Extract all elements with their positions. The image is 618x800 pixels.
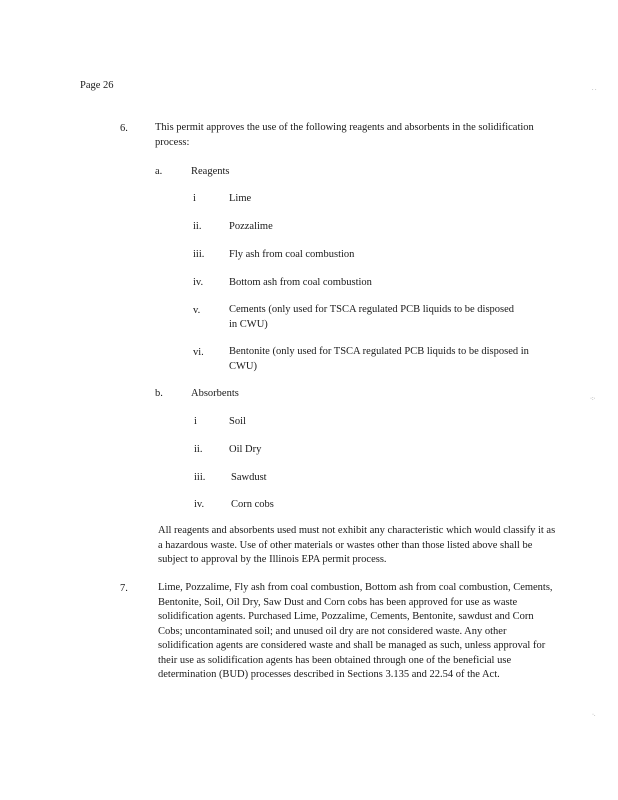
reagent-1-number: i	[193, 193, 196, 204]
reagent-4-text: Bottom ash from coal combustion	[229, 277, 372, 288]
absorbents-letter: b.	[155, 388, 163, 399]
reagent-5-number: v.	[193, 305, 201, 316]
absorbent-3-text: Sawdust	[231, 472, 267, 483]
reagent-6-number: vi.	[193, 347, 204, 358]
reagent-5-text: Cements (only used for TSCA regulated PCB liquids to be disposed in CWU)	[229, 304, 515, 330]
absorbents-heading: Absorbents	[191, 388, 239, 399]
item-6-closing-paragraph: All reagents and absorbents used must not exhibit any characteristic which would classify it as a hazardous waste. Use of other materials or wastes other than those listed above shall be subject to approval by the Illinois EPA permit process.	[158, 525, 556, 565]
reagent-3-number: iii.	[193, 249, 205, 260]
scan-artifact-bottom: ·.	[592, 712, 596, 718]
absorbent-2-number: ii.	[194, 444, 203, 455]
absorbent-1-text: Soil	[229, 416, 246, 427]
reagent-2-text: Pozzalime	[229, 221, 273, 232]
item-7-text: Lime, Pozzalime, Fly ash from coal combustion, Bottom ash from coal combustion, Cements, Bentonite, Soil, Oil Dry, Saw Dust and Corn cobs has been approved for use as waste solidification agents. Purchased Lime, Pozzalime, Cements, Bentonite, sawdust and Corn Cobs; uncontaminated soil; and unused oil dry are not considered waste. Any other solidification agents are considered waste and shall be managed as such, unless approval for their use as solidification agents has been obtained through one of the beneficial use determination (BUD) processes described in Sections 3.135 and 22.54 of the Act.	[158, 582, 553, 680]
absorbent-4-text: Corn cobs	[231, 499, 274, 510]
reagent-1-text: Lime	[229, 193, 252, 204]
reagent-6-text: Bentonite (only used for TSCA regulated PCB liquids to be disposed in CWU)	[229, 346, 529, 372]
absorbent-3-number: iii.	[194, 472, 206, 483]
scan-artifact-middle: ·:·	[590, 396, 596, 402]
reagent-2-number: ii.	[193, 221, 202, 232]
item-6-text: This permit approves the use of the following reagents and absorbents in the solidification process:	[155, 122, 534, 148]
page-number: Page 26	[80, 80, 114, 91]
item-7-number: 7.	[120, 583, 128, 594]
reagent-4-number: iv.	[193, 277, 204, 288]
reagent-3-text: Fly ash from coal combustion	[229, 249, 355, 260]
absorbent-1-number: i	[194, 416, 197, 427]
absorbent-2-text: Oil Dry	[229, 444, 262, 455]
item-6-number: 6.	[120, 123, 128, 134]
absorbent-4-number: iv.	[194, 499, 205, 510]
scan-artifact-top: . .	[592, 86, 597, 92]
reagents-letter: a.	[155, 166, 163, 177]
reagents-heading: Reagents	[191, 166, 230, 177]
